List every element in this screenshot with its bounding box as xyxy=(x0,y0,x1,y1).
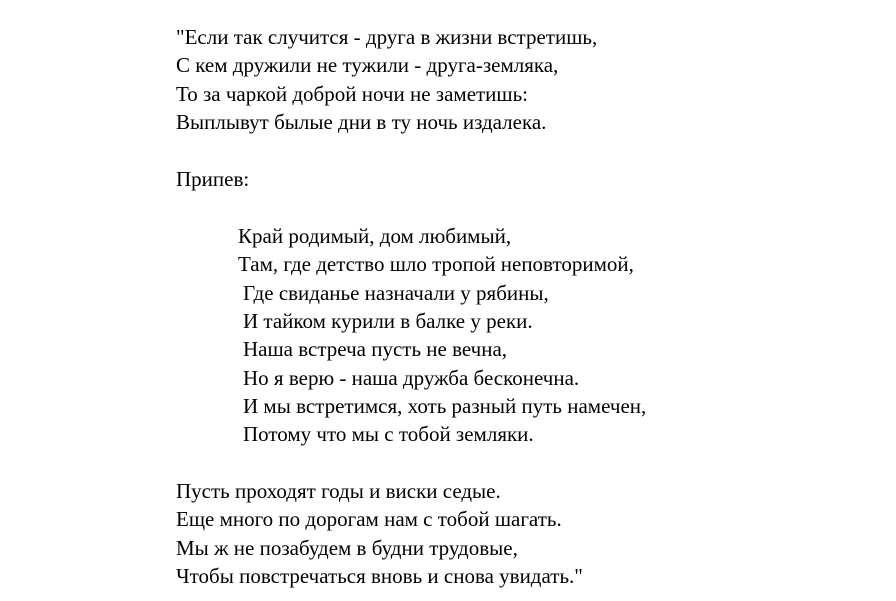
chorus-line-8: Потому что мы с тобой земляки. xyxy=(243,422,534,446)
verse2-line-3: Мы ж не позабудем в будни трудовые, xyxy=(176,536,518,560)
verse2-line-4: Чтобы повстречаться вновь и снова увидать." xyxy=(176,564,583,588)
chorus-line-7: И мы встретимся, хоть разный путь намечен, xyxy=(243,394,647,418)
verse1-line-3: То за чаркой доброй ночи не заметишь: xyxy=(176,82,529,106)
chorus-line-4: И тайком курили в балке у реки. xyxy=(243,309,533,333)
verse1-line-2: С кем дружили не тужили - друга-земляка, xyxy=(176,53,559,77)
chorus-line-3: Где свиданье назначали у рябины, xyxy=(243,281,549,305)
verse2-line-2: Еще много по дорогам нам с тобой шагать. xyxy=(176,507,562,531)
verse1-line-1: "Если так случится - друга в жизни встретишь, xyxy=(176,25,598,49)
chorus-label: Припев: xyxy=(176,167,250,191)
verse2-line-1: Пусть проходят годы и виски седые. xyxy=(176,479,501,503)
verse1-line-4: Выплывут былые дни в ту ночь издалека. xyxy=(176,110,547,134)
chorus-line-1: Край родимый, дом любимый, xyxy=(238,224,512,248)
chorus-line-5: Наша встреча пусть не вечна, xyxy=(243,337,508,361)
chorus-line-2: Там, где детство шло тропой неповторимой, xyxy=(238,252,634,276)
chorus-line-6: Но я верю - наша дружба бесконечна. xyxy=(243,366,580,390)
